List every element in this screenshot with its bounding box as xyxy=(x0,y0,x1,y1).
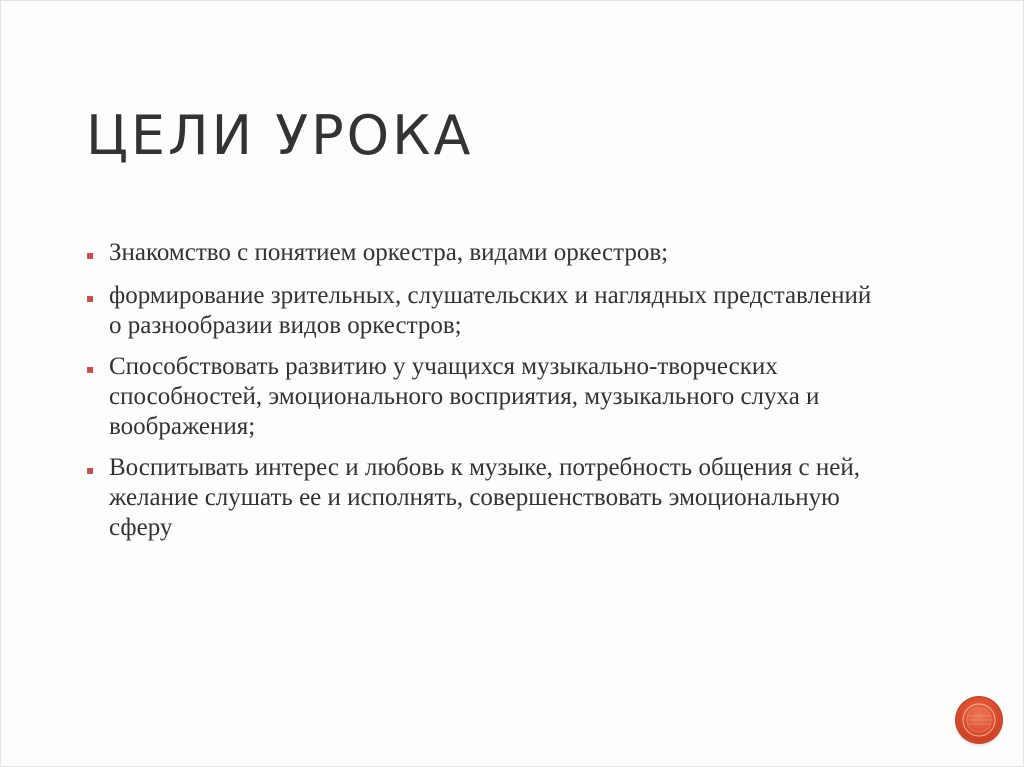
bullet-marker-icon: ▪ xyxy=(86,362,95,376)
slide-nav-button[interactable] xyxy=(957,698,1001,742)
bullet-text: Воспитывать интерес и любовь к музыке, потребность общения с ней, желание слушать ее и исполнять, совершенствовать эмоциональную сферу xyxy=(109,454,860,541)
bullet-text: формирование зрительных, слушательских и наглядных представлений о разнообразии видов оркестров; xyxy=(109,282,872,339)
list-item xyxy=(86,281,886,341)
bullet-list xyxy=(86,238,886,554)
bullet-text: Способствовать развитию у учащихся музыкально-творческих способностей, эмоционального восприятия, музыкального слуха и воображения; xyxy=(109,353,820,440)
slide-title: ЦЕЛИ УРОКА xyxy=(86,104,474,167)
bullet-marker-icon: ▪ xyxy=(86,463,95,477)
list-item xyxy=(86,453,886,543)
bullet-marker-icon: ▪ xyxy=(86,248,95,262)
bullet-text: Знакомство с понятием оркестра, видами оркестров; xyxy=(109,239,669,266)
bullet-marker-icon: ▪ xyxy=(86,291,95,305)
list-item xyxy=(86,352,886,442)
list-item xyxy=(86,238,886,270)
nav-circle-icon xyxy=(959,700,999,740)
